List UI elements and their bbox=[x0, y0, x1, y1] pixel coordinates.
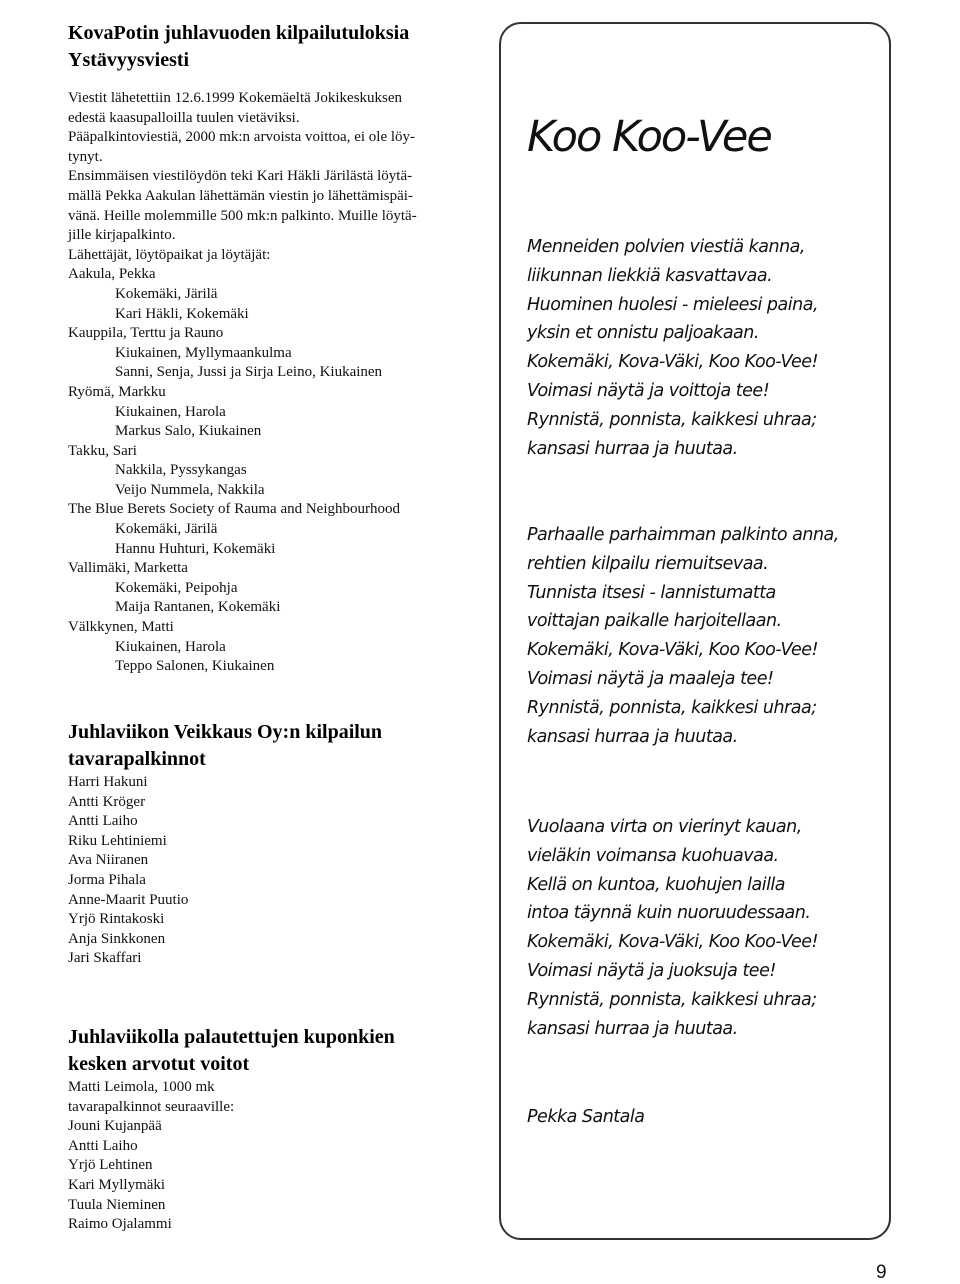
list-item: Aakula, Pekka Kokemäki, Järilä Kari Häkli, Kokemäki bbox=[68, 266, 249, 322]
list-item: Ryömä, Markku Kiukainen, Harola Markus Salo, Kiukainen bbox=[68, 383, 262, 440]
list-item: The Blue Berets Society of Rauma and Neighbourhood Kokemäki, Järilä Hannu Huhturi, Kokemäki bbox=[68, 501, 401, 557]
list-item: Anja Sinkkonen bbox=[68, 930, 166, 947]
results-column bbox=[68, 20, 468, 677]
intro-paragraph: Viestit lähetettiin 12.6.1999 Kokemäeltä Jokikeskuksen edestä kaasupalloilla tuulen vietäviksi. Pääpalkintoviestiä, 2000 mk:n arvoista voittoa, ei ole löy- tynyt. Ensimmäisen viestilöydön teki Kari Häkli Järilästä löytä- mällä Pekka Aakulan lähettämän viestin jo lähettämispäi- vänä. Heille molemmille 500 mk:n palkinto. Muille löytä- jille kirjapalkinto. Lähettäjät, löytöpaikat ja löytäjät: bbox=[68, 90, 417, 263]
list-item: Harri Hakuni bbox=[68, 774, 148, 790]
coupon-prizes-section bbox=[68, 1024, 468, 1235]
list-item: Yrjö Rintakoski bbox=[68, 911, 165, 928]
list-item: Antti Kröger bbox=[68, 793, 146, 810]
winners-list bbox=[68, 773, 468, 969]
list-item: Anne-Maarit Puutio bbox=[68, 891, 189, 908]
list-item: Ava Niiranen bbox=[68, 852, 149, 869]
list-item: Takku, Sari Nakkila, Pyssykangas Veijo Nummela, Nakkila bbox=[68, 442, 265, 498]
list-item: Tuula Nieminen bbox=[68, 1196, 166, 1213]
list-item: Raimo Ojalammi bbox=[68, 1216, 172, 1233]
list-item: Antti Laiho bbox=[68, 1137, 138, 1154]
list-item: Antti Laiho bbox=[68, 813, 138, 830]
list-item: Yrjö Lehtinen bbox=[68, 1157, 153, 1174]
winners-list bbox=[68, 1078, 468, 1235]
poem-author: Pekka Santala bbox=[527, 1107, 645, 1127]
poem-title: Koo Koo-Vee bbox=[527, 112, 771, 162]
list-item: Jouni Kujanpää bbox=[68, 1118, 162, 1135]
list-item: Jorma Pihala bbox=[68, 871, 146, 888]
section-heading: Juhlaviikon Veikkaus Oy:n kilpailun tavarapalkinnot bbox=[68, 721, 383, 770]
list-item: Kari Myllymäki bbox=[68, 1176, 166, 1193]
list-item: tavarapalkinnot seuraaville: bbox=[68, 1098, 235, 1115]
list-item: Riku Lehtiniemi bbox=[68, 832, 167, 849]
page-number: 9 bbox=[876, 1262, 887, 1283]
list-item: Välkkynen, Matti Kiukainen, Harola Teppo Salonen, Kiukainen bbox=[68, 619, 275, 675]
entries-list bbox=[68, 265, 468, 676]
list-item: Kauppila, Terttu ja Rauno Kiukainen, Myllymaankulma Sanni, Senja, Jussi ja Sirja Leino, Kiukainen bbox=[68, 325, 383, 381]
poem-stanza-1: Menneiden polvien viestiä kanna, liikunnan liekkiä kasvattavaa. Huominen huolesi - mieleesi paina, yksin et onnistu paljoakaan. Kokemäki, Kova-Väki, Koo Koo-Vee! Voimasi näytä ja voittoja tee! Rynnistä, ponnista, kaikkesi uhraa; kansasi hurraa ja huutaa. bbox=[527, 237, 819, 459]
section-heading: Juhlaviikolla palautettujen kuponkien kesken arvotut voitot bbox=[68, 1026, 395, 1075]
poem-stanza-3: Vuolaana virta on vierinyt kauan, vieläkin voimansa kuohuavaa. Kellä on kuntoa, kuohujen lailla intoa täynnä kuin nuoruudessaan. Kokemäki, Kova-Väki, Koo Koo-Vee! Voimasi näytä ja juoksuja tee! Rynnistä, ponnista, kaikkesi uhraa; kansasi hurraa ja huutaa. bbox=[527, 817, 818, 1039]
list-item: Matti Leimola, 1000 mk bbox=[68, 1079, 215, 1095]
list-item: Vallimäki, Marketta Kokemäki, Peipohja Maija Rantanen, Kokemäki bbox=[68, 560, 281, 616]
poem-stanza-2: Parhaalle parhaimman palkinto anna, rehtien kilpailu riemuitsevaa. Tunnista itsesi - lannistumatta voittajan paikalle harjoitellaan. Kokemäki, Kova-Väki, Koo Koo-Vee! Voimasi näytä ja maaleja tee! Rynnistä, ponnista, kaikkesi uhraa; kansasi hurraa ja huutaa. bbox=[527, 525, 839, 747]
page-title: KovaPotin juhlavuoden kilpailutuloksia Ystävyysviesti bbox=[68, 22, 410, 71]
list-item: Jari Skaffari bbox=[68, 950, 142, 967]
veikkaus-prizes-section bbox=[68, 719, 468, 969]
